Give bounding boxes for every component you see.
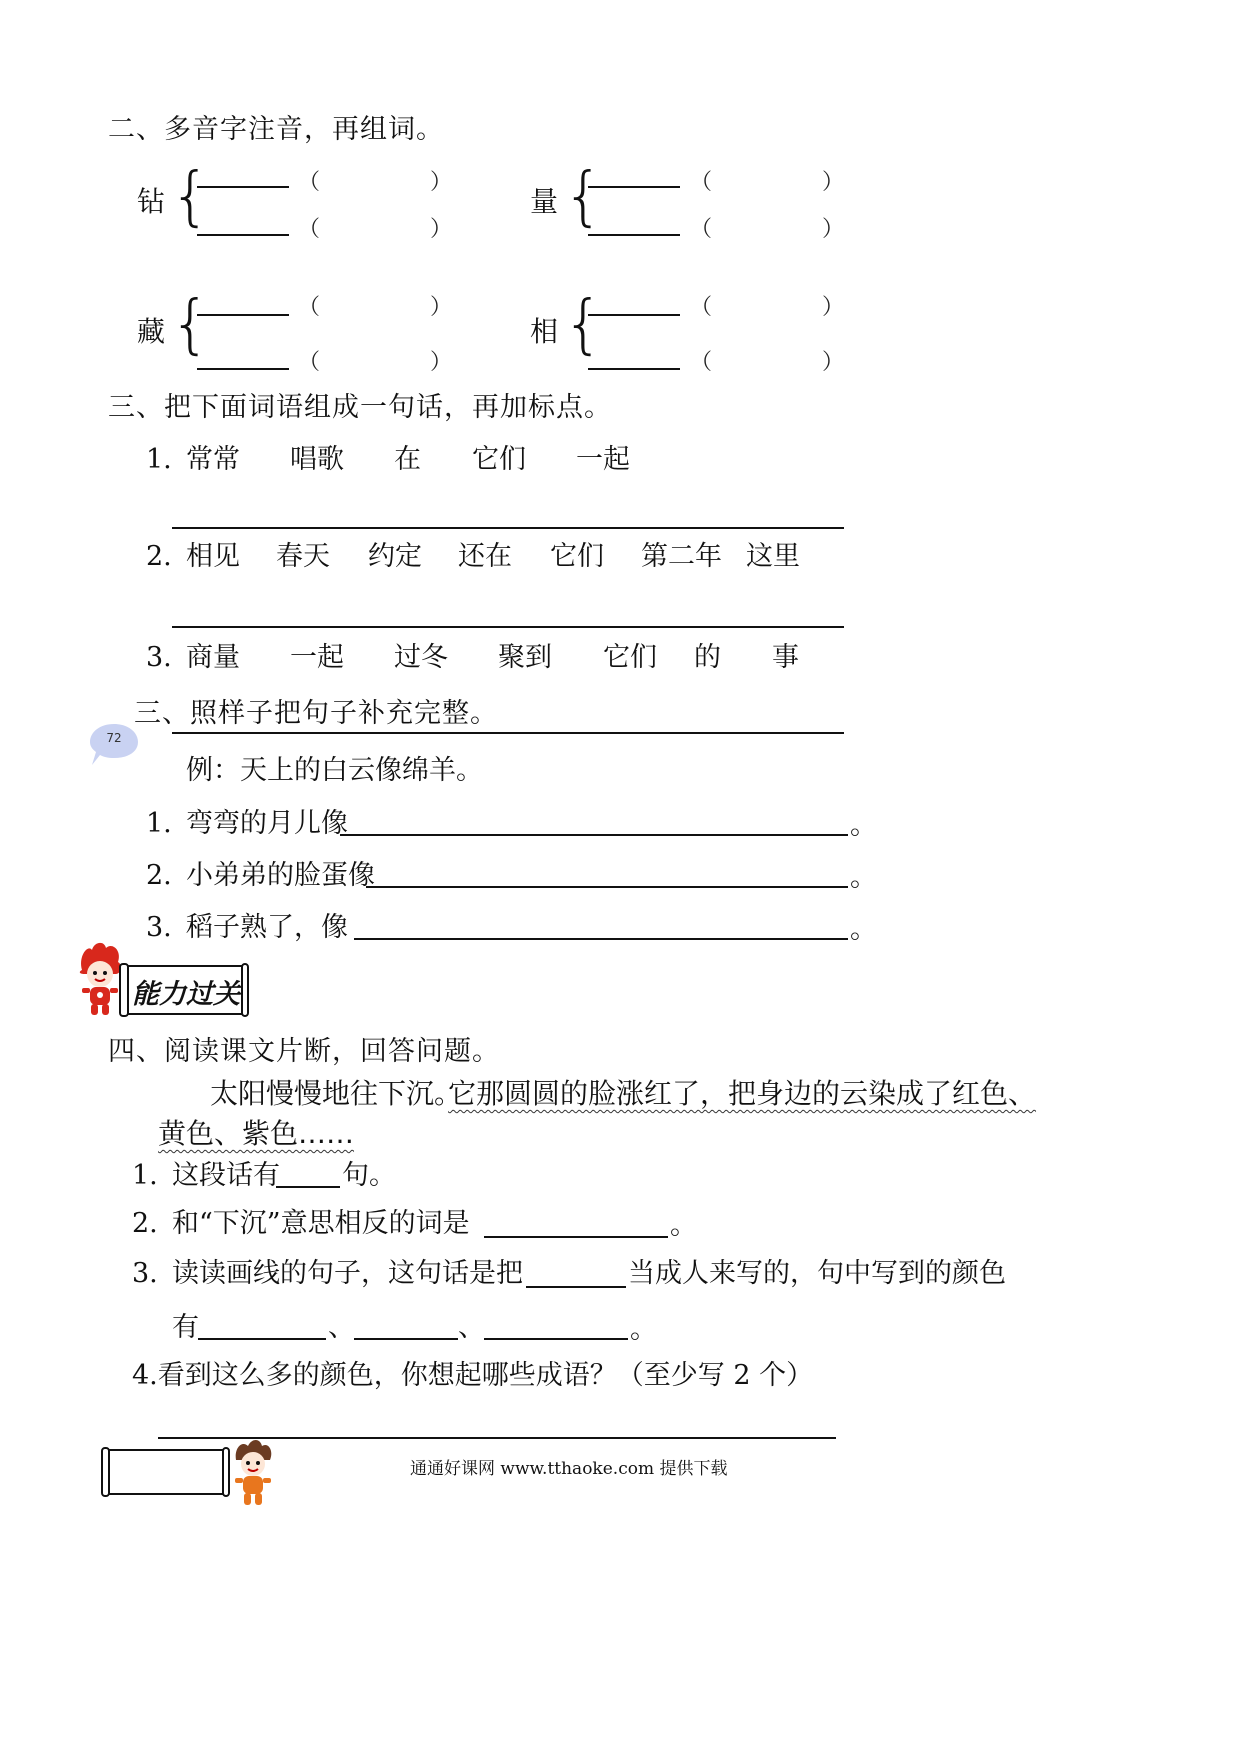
sentence-start: 稻子熟了，像 xyxy=(186,912,348,943)
paren-open: （ xyxy=(298,170,321,195)
question-text: 。 xyxy=(670,1210,697,1241)
brace-icon: { xyxy=(170,160,211,234)
page-number: 72 xyxy=(106,731,122,745)
period: 。 xyxy=(630,1314,657,1345)
answer-line[interactable] xyxy=(340,834,848,836)
period: 。 xyxy=(850,914,877,945)
word-chip: 聚到 xyxy=(498,642,552,673)
q-number: 1. xyxy=(146,444,172,475)
paren-open: （ xyxy=(298,295,321,320)
footer-text: 通通好课网 www.tthaoke.com 提供下载 xyxy=(410,1459,728,1479)
example-sentence: 例：天上的白云像绵羊。 xyxy=(186,755,483,786)
question-text: 有 xyxy=(172,1312,199,1343)
sentence-start: 小弟弟的脸蛋像 xyxy=(186,860,375,891)
paren-open: （ xyxy=(690,295,713,320)
pinyin-blank[interactable] xyxy=(197,314,289,316)
passage-underlined: 它那圆圆的脸涨红了，把身边的云染成了红色、 xyxy=(448,1077,1037,1110)
banner-title: 能力过关 xyxy=(132,979,240,1010)
q-number: 2. xyxy=(132,1208,158,1239)
paren-close: ） xyxy=(430,217,453,242)
polyphonic-char: 量 xyxy=(530,185,559,218)
paren-close: ） xyxy=(822,350,845,375)
pinyin-blank[interactable] xyxy=(197,186,289,188)
answer-line[interactable] xyxy=(172,527,844,529)
mascot-icon xyxy=(230,1438,276,1510)
word-chip: 它们 xyxy=(603,642,657,673)
pinyin-blank[interactable] xyxy=(588,234,680,236)
word-chip: 常常 xyxy=(186,444,240,475)
section-4-title: 四、阅读课文片断，回答问题。 xyxy=(108,1036,500,1067)
answer-line[interactable] xyxy=(354,938,848,940)
paren-close: ） xyxy=(430,350,453,375)
paren-open: （ xyxy=(690,350,713,375)
word-chip: 还在 xyxy=(458,541,512,572)
polyphonic-char: 相 xyxy=(530,315,559,348)
answer-line[interactable] xyxy=(354,1338,458,1340)
q-number: 2. xyxy=(146,541,172,572)
word-chip: 春天 xyxy=(276,541,330,572)
answer-line[interactable] xyxy=(366,886,848,888)
q-number: 1. xyxy=(132,1160,158,1191)
brace-icon: { xyxy=(170,288,211,362)
section-3b-title: 三、照样子把句子补充完整。 xyxy=(134,698,498,729)
section-3a-title: 三、把下面词语组成一句话，再加标点。 xyxy=(108,392,612,423)
paren-open: （ xyxy=(298,217,321,242)
q-number: 2. xyxy=(146,860,172,891)
word-chip: 过冬 xyxy=(394,642,448,673)
paren-close: ） xyxy=(430,170,453,195)
brace-icon: { xyxy=(563,288,604,362)
answer-line[interactable] xyxy=(172,626,844,628)
separator: 、 xyxy=(458,1312,485,1343)
word-chip: 它们 xyxy=(472,444,526,475)
pinyin-blank[interactable] xyxy=(588,186,680,188)
polyphonic-char: 钻 xyxy=(137,185,166,218)
passage-plain: 太阳慢慢地往下沉。 xyxy=(210,1077,463,1110)
pinyin-blank[interactable] xyxy=(197,234,289,236)
answer-line[interactable] xyxy=(198,1338,326,1340)
paren-close: ） xyxy=(822,295,845,320)
word-chip: 商量 xyxy=(186,642,240,673)
q-number: 3. xyxy=(132,1258,158,1289)
polyphonic-char: 藏 xyxy=(137,315,166,348)
period: 。 xyxy=(850,810,877,841)
word-chip: 约定 xyxy=(368,541,422,572)
word-chip: 它们 xyxy=(550,541,604,572)
question-text: 当成人来写的，句中写到的颜色 xyxy=(628,1258,1006,1289)
word-chip: 唱歌 xyxy=(290,444,344,475)
word-chip: 一起 xyxy=(576,444,630,475)
paren-open: （ xyxy=(690,217,713,242)
paren-close: ） xyxy=(822,170,845,195)
passage-underlined: 黄色、紫色…… xyxy=(158,1117,355,1150)
answer-line[interactable] xyxy=(172,732,844,734)
pinyin-blank[interactable] xyxy=(588,368,680,370)
answer-line[interactable] xyxy=(526,1286,626,1288)
speech-bubble-icon xyxy=(88,722,140,768)
brace-icon: { xyxy=(563,160,604,234)
answer-line[interactable] xyxy=(276,1186,340,1188)
word-chip: 这里 xyxy=(746,541,800,572)
paren-close: ） xyxy=(822,217,845,242)
section-2-title: 二、多音字注音，再组词。 xyxy=(108,114,444,145)
pinyin-blank[interactable] xyxy=(197,368,289,370)
word-chip: 第二年 xyxy=(641,541,722,572)
question-text: 和“下沉”意思相反的词是 xyxy=(172,1208,470,1239)
separator: 、 xyxy=(328,1312,355,1343)
word-chip: 的 xyxy=(694,642,721,673)
q-number: 3. xyxy=(146,642,172,673)
section-banner xyxy=(118,962,250,1018)
scroll-frame-icon xyxy=(100,1446,232,1498)
page-number-badge xyxy=(88,722,140,768)
question-text: 句。 xyxy=(342,1160,396,1191)
word-chip: 相见 xyxy=(186,541,240,572)
answer-line[interactable] xyxy=(484,1236,668,1238)
question-text: 读读画线的句子，这句话是把 xyxy=(172,1258,523,1289)
paren-open: （ xyxy=(690,170,713,195)
q-number: 1. xyxy=(146,808,172,839)
answer-line[interactable] xyxy=(484,1338,628,1340)
sentence-start: 弯弯的月儿像 xyxy=(186,808,348,839)
q-number: 3. xyxy=(146,912,172,943)
question-text: 这段话有 xyxy=(172,1160,280,1191)
paren-close: ） xyxy=(430,295,453,320)
period: 。 xyxy=(850,862,877,893)
footer-scroll xyxy=(100,1446,232,1498)
question-text: 4.看到这么多的颜色，你想起哪些成语？（至少写 2 个） xyxy=(132,1360,814,1391)
word-chip: 一起 xyxy=(290,642,344,673)
word-chip: 在 xyxy=(394,444,421,475)
paren-open: （ xyxy=(298,350,321,375)
word-chip: 事 xyxy=(772,642,799,673)
pinyin-blank[interactable] xyxy=(588,314,680,316)
